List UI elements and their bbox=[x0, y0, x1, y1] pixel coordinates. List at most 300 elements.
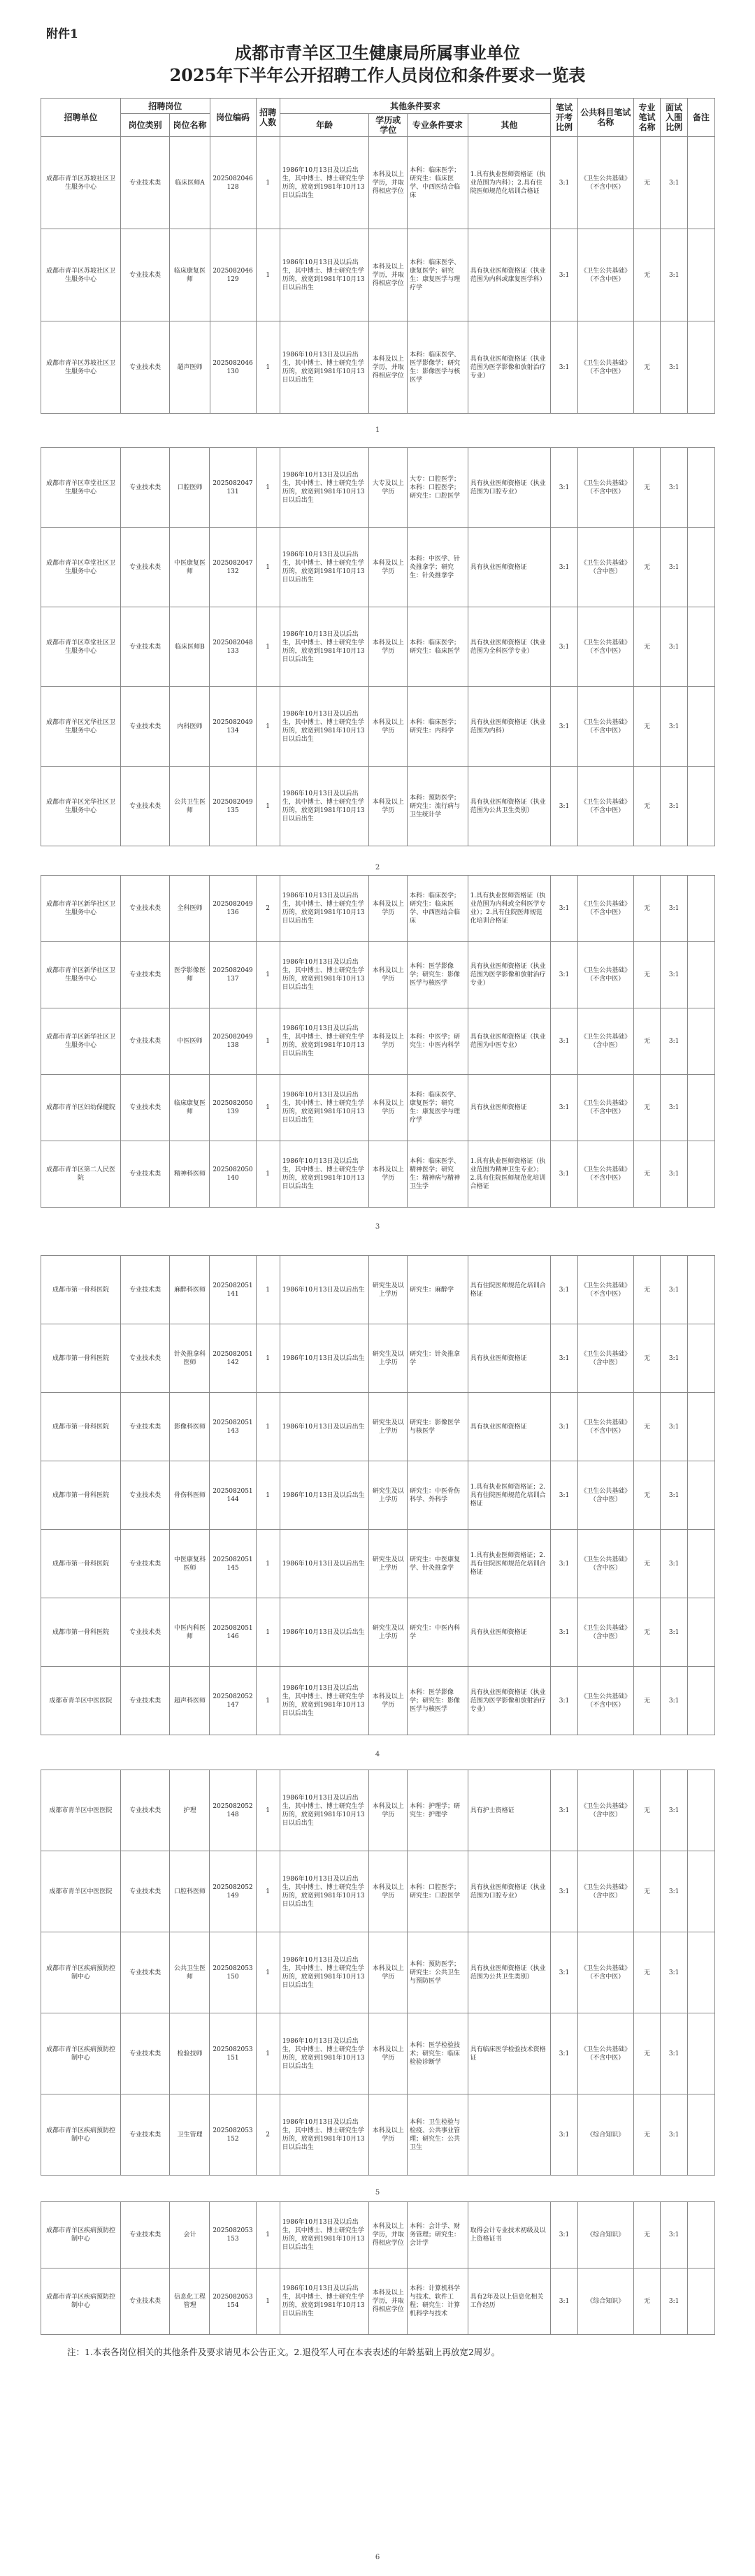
cell-pub: 《卫生公共基础》（含中医） bbox=[577, 1851, 633, 1932]
cell-major: 本科：会计学、财务管理；研究生：会计学 bbox=[408, 2202, 468, 2269]
cell-code: 2025082049 134 bbox=[210, 687, 256, 767]
cell-other: 具有执业医师资格证（执业范围为中医专业） bbox=[468, 1008, 551, 1075]
cell-major: 本科：临床医学；研究生：临床医学、中西医结合临床 bbox=[408, 137, 468, 229]
cell-unit: 成都市青羊区苏坡社区卫生服务中心 bbox=[41, 229, 121, 321]
cell-type: 专业技术类 bbox=[120, 1530, 170, 1598]
cell-age: 1986年10月13日及以后出生，其中博士、博士研究生学历的，放宽到1981年10月13日以后出生 bbox=[280, 528, 369, 607]
cell-ratio: 3:1 bbox=[551, 767, 578, 846]
cell-edu: 本科及以上学历 bbox=[369, 2013, 408, 2094]
page-number: 2 bbox=[375, 864, 380, 871]
cell-major: 本科：临床医学、医学影像学；研究生：影像医学与核医学 bbox=[408, 321, 468, 414]
cell-name: 麻醉科医师 bbox=[170, 1256, 210, 1324]
cell-iv: 3:1 bbox=[661, 1141, 688, 1208]
cell-code: 2025082052 149 bbox=[210, 1851, 256, 1932]
cell-edu: 本科及以上学历 bbox=[369, 687, 408, 767]
cell-edu: 本科及以上学历 bbox=[369, 607, 408, 687]
cell-pub: 《卫生公共基础》（含中医） bbox=[577, 1461, 633, 1530]
cell-iv: 3:1 bbox=[661, 1393, 688, 1461]
cell-count: 1 bbox=[256, 767, 280, 846]
cell-major: 本科：临床医学、精神医学；研究生：精神病与精神卫生学 bbox=[408, 1141, 468, 1208]
cell-pub: 《卫生公共基础》（含中医） bbox=[577, 1598, 633, 1667]
cell-count: 1 bbox=[256, 1851, 280, 1932]
cell-code: 2025082046 129 bbox=[210, 229, 256, 321]
cell-edu: 本科及以上学历 bbox=[369, 767, 408, 846]
recruitment-table bbox=[41, 1770, 715, 2176]
cell-iv: 3:1 bbox=[661, 687, 688, 767]
cell-type: 专业技术类 bbox=[120, 2269, 170, 2335]
cell-pro: 无 bbox=[633, 1770, 661, 1851]
cell-name: 会计 bbox=[170, 2202, 210, 2269]
cell-rm bbox=[688, 229, 715, 321]
cell-pub: 《卫生公共基础》（不含中医） bbox=[577, 1667, 633, 1735]
cell-age: 1986年10月13日及以后出生，其中博士、博士研究生学历的，放宽到1981年10月13日以后出生 bbox=[280, 1008, 369, 1075]
cell-count: 1 bbox=[256, 1075, 280, 1141]
cell-rm bbox=[688, 767, 715, 846]
cell-edu: 研究生及以上学历 bbox=[369, 1530, 408, 1598]
cell-iv: 3:1 bbox=[661, 607, 688, 687]
cell-unit: 成都市青羊区苏坡社区卫生服务中心 bbox=[41, 321, 121, 414]
cell-rm bbox=[688, 528, 715, 607]
cell-rm bbox=[688, 321, 715, 414]
cell-code: 2025082051 143 bbox=[210, 1393, 256, 1461]
cell-count: 1 bbox=[256, 607, 280, 687]
cell-major: 本科：临床医学；研究生：临床医学、中西医结合临床 bbox=[408, 876, 468, 942]
cell-rm bbox=[688, 1598, 715, 1667]
document-title-line2: 2025年下半年公开招聘工作人员岗位和条件要求一览表 bbox=[169, 65, 586, 85]
cell-type: 专业技术类 bbox=[120, 1141, 170, 1208]
cell-other: 具有住院医师规范化培训合格证 bbox=[468, 1256, 551, 1324]
table-header-cell: 笔试开考比例 bbox=[551, 99, 578, 137]
cell-name: 医学影像医师 bbox=[170, 942, 210, 1008]
cell-rm bbox=[688, 1324, 715, 1393]
cell-count: 1 bbox=[256, 321, 280, 414]
cell-code: 2025082051 141 bbox=[210, 1256, 256, 1324]
cell-pro: 无 bbox=[633, 1851, 661, 1932]
cell-pro: 无 bbox=[633, 2094, 661, 2176]
cell-edu: 本科及以上学历 bbox=[369, 1851, 408, 1932]
cell-iv: 3:1 bbox=[661, 767, 688, 846]
cell-rm bbox=[688, 1256, 715, 1324]
table-header-cell: 学历或学位 bbox=[369, 114, 408, 137]
cell-iv: 3:1 bbox=[661, 229, 688, 321]
cell-pub: 《卫生公共基础》（含中医） bbox=[577, 1008, 633, 1075]
cell-code: 2025082046 128 bbox=[210, 137, 256, 229]
cell-age: 1986年10月13日及以后出生，其中博士、博士研究生学历的，放宽到1981年10月13日以后出生 bbox=[280, 1141, 369, 1208]
cell-unit: 成都市青羊区疾病预防控制中心 bbox=[41, 1932, 121, 2013]
recruitment-table bbox=[41, 2201, 715, 2335]
cell-ratio: 3:1 bbox=[551, 1461, 578, 1530]
cell-edu: 本科及以上学历 bbox=[369, 1932, 408, 2013]
cell-count: 1 bbox=[256, 1932, 280, 2013]
cell-other: 具有执业医师资格证（执业范围为全科医学专业） bbox=[468, 607, 551, 687]
cell-name: 临床康复医师 bbox=[170, 1075, 210, 1141]
cell-edu: 本科及以上学历，并取得相应学位 bbox=[369, 137, 408, 229]
cell-ratio: 3:1 bbox=[551, 1667, 578, 1735]
cell-code: 2025082053 152 bbox=[210, 2094, 256, 2176]
cell-type: 专业技术类 bbox=[120, 137, 170, 229]
cell-unit: 成都市青羊区草堂社区卫生服务中心 bbox=[41, 528, 121, 607]
cell-ratio: 3:1 bbox=[551, 137, 578, 229]
cell-rm bbox=[688, 2202, 715, 2269]
cell-name: 超声医师 bbox=[170, 321, 210, 414]
cell-ratio: 3:1 bbox=[551, 2094, 578, 2176]
cell-unit: 成都市青羊区新华社区卫生服务中心 bbox=[41, 876, 121, 942]
cell-pub: 《卫生公共基础》（不含中医） bbox=[577, 607, 633, 687]
cell-code: 2025082051 144 bbox=[210, 1461, 256, 1530]
cell-age: 1986年10月13日及以后出生，其中博士、博士研究生学历的，放宽到1981年10月13日以后出生 bbox=[280, 2269, 369, 2335]
table-row bbox=[41, 2269, 715, 2335]
cell-name: 中医康复医师 bbox=[170, 528, 210, 607]
cell-pro: 无 bbox=[633, 1075, 661, 1141]
cell-age: 1986年10月13日及以后出生，其中博士、博士研究生学历的，放宽到1981年10月13日以后出生 bbox=[280, 942, 369, 1008]
cell-edu: 本科及以上学历，并取得相应学位 bbox=[369, 321, 408, 414]
cell-pro: 无 bbox=[633, 876, 661, 942]
cell-edu: 研究生及以上学历 bbox=[369, 1256, 408, 1324]
cell-other: 具有执业医师资格证 bbox=[468, 1393, 551, 1461]
cell-unit: 成都市第一骨科医院 bbox=[41, 1598, 121, 1667]
cell-edu: 大专及以上学历 bbox=[369, 448, 408, 528]
cell-count: 1 bbox=[256, 229, 280, 321]
cell-name: 骨伤科医师 bbox=[170, 1461, 210, 1530]
cell-pub: 《综合知识》 bbox=[577, 2202, 633, 2269]
cell-other: 具有执业医师资格证 bbox=[468, 1075, 551, 1141]
cell-type: 专业技术类 bbox=[120, 942, 170, 1008]
cell-name: 精神科医师 bbox=[170, 1141, 210, 1208]
cell-unit: 成都市青羊区光华社区卫生服务中心 bbox=[41, 687, 121, 767]
cell-name: 信息化工程管理 bbox=[170, 2269, 210, 2335]
cell-pro: 无 bbox=[633, 321, 661, 414]
cell-type: 专业技术类 bbox=[120, 2202, 170, 2269]
table-row bbox=[41, 137, 715, 229]
cell-edu: 研究生及以上学历 bbox=[369, 1598, 408, 1667]
cell-rm bbox=[688, 2269, 715, 2335]
cell-iv: 3:1 bbox=[661, 321, 688, 414]
cell-count: 1 bbox=[256, 1667, 280, 1735]
cell-pro: 无 bbox=[633, 137, 661, 229]
cell-major: 本科：医学影像学；研究生：影像医学与核医学 bbox=[408, 942, 468, 1008]
cell-count: 1 bbox=[256, 1324, 280, 1393]
cell-major: 本科：临床医学；研究生：临床医学 bbox=[408, 607, 468, 687]
cell-age: 1986年10月13日及以后出生，其中博士、博士研究生学历的，放宽到1981年10月13日以后出生 bbox=[280, 1851, 369, 1932]
table-row bbox=[41, 1530, 715, 1598]
cell-age: 1986年10月13日及以后出生，其中博士、博士研究生学历的，放宽到1981年10月13日以后出生 bbox=[280, 687, 369, 767]
cell-pub: 《卫生公共基础》（不含中医） bbox=[577, 687, 633, 767]
cell-pro: 无 bbox=[633, 607, 661, 687]
cell-pub: 《卫生公共基础》（不含中医） bbox=[577, 767, 633, 846]
cell-ratio: 3:1 bbox=[551, 1851, 578, 1932]
cell-iv: 3:1 bbox=[661, 1256, 688, 1324]
cell-other: 具有执业医师资格证（执业范围为医学影像和放射治疗专业） bbox=[468, 321, 551, 414]
table-header-cell: 岗位名称 bbox=[170, 114, 210, 137]
table-row bbox=[41, 1461, 715, 1530]
cell-iv: 3:1 bbox=[661, 1324, 688, 1393]
cell-name: 卫生管理 bbox=[170, 2094, 210, 2176]
cell-ratio: 3:1 bbox=[551, 1075, 578, 1141]
cell-unit: 成都市青羊区草堂社区卫生服务中心 bbox=[41, 607, 121, 687]
cell-ratio: 3:1 bbox=[551, 229, 578, 321]
table-row bbox=[41, 2202, 715, 2269]
cell-ratio: 3:1 bbox=[551, 321, 578, 414]
table-header-cell: 年龄 bbox=[280, 114, 369, 137]
cell-age: 1986年10月13日及以后出生，其中博士、博士研究生学历的，放宽到1981年10月13日以后出生 bbox=[280, 876, 369, 942]
cell-count: 1 bbox=[256, 1008, 280, 1075]
table-row bbox=[41, 1851, 715, 1932]
cell-major: 研究生：中医康复学、针灸推拿学 bbox=[408, 1530, 468, 1598]
cell-type: 专业技术类 bbox=[120, 2013, 170, 2094]
cell-unit: 成都市青羊区疾病预防控制中心 bbox=[41, 2202, 121, 2269]
cell-unit: 成都市青羊区中医医院 bbox=[41, 1770, 121, 1851]
cell-major: 本科：口腔医学；研究生：口腔医学 bbox=[408, 1851, 468, 1932]
cell-ratio: 3:1 bbox=[551, 528, 578, 607]
cell-rm bbox=[688, 1667, 715, 1735]
cell-type: 专业技术类 bbox=[120, 321, 170, 414]
footnote: 注：1.本表各岗位相关的其他条件及要求请见本公告正文。2.退役军人可在本表表述的年龄基础上再放宽2周岁。 bbox=[67, 2347, 501, 2357]
table-row bbox=[41, 687, 715, 767]
cell-name: 护理 bbox=[170, 1770, 210, 1851]
cell-type: 专业技术类 bbox=[120, 1770, 170, 1851]
cell-pro: 无 bbox=[633, 1141, 661, 1208]
cell-pro: 无 bbox=[633, 1667, 661, 1735]
cell-other: 具有执业医师资格证 bbox=[468, 1324, 551, 1393]
table-row bbox=[41, 1393, 715, 1461]
cell-major: 研究生：影像医学与核医学 bbox=[408, 1393, 468, 1461]
cell-count: 1 bbox=[256, 1393, 280, 1461]
cell-code: 2025082047 132 bbox=[210, 528, 256, 607]
cell-unit: 成都市青羊区疾病预防控制中心 bbox=[41, 2269, 121, 2335]
cell-type: 专业技术类 bbox=[120, 1075, 170, 1141]
cell-age: 1986年10月13日及以后出生，其中博士、博士研究生学历的，放宽到1981年10月13日以后出生 bbox=[280, 1770, 369, 1851]
cell-code: 2025082052 148 bbox=[210, 1770, 256, 1851]
cell-ratio: 3:1 bbox=[551, 1530, 578, 1598]
cell-other: 具有执业医师资格证（执业范围为医学影像和放射治疗专业） bbox=[468, 1667, 551, 1735]
table-header-cell: 岗位类别 bbox=[120, 114, 170, 137]
table-row bbox=[41, 876, 715, 942]
cell-rm bbox=[688, 942, 715, 1008]
cell-ratio: 3:1 bbox=[551, 1932, 578, 2013]
cell-iv: 3:1 bbox=[661, 1530, 688, 1598]
cell-count: 1 bbox=[256, 528, 280, 607]
cell-pub: 《卫生公共基础》（不含中医） bbox=[577, 137, 633, 229]
cell-other: 具有2年及以上信息化相关工作经历 bbox=[468, 2269, 551, 2335]
cell-code: 2025082049 135 bbox=[210, 767, 256, 846]
cell-name: 中医医师 bbox=[170, 1008, 210, 1075]
table-row bbox=[41, 1598, 715, 1667]
table-row bbox=[41, 321, 715, 414]
cell-iv: 3:1 bbox=[661, 1932, 688, 2013]
table-header-cell: 其他条件要求 bbox=[280, 99, 550, 114]
cell-code: 2025082053 150 bbox=[210, 1932, 256, 2013]
cell-iv: 3:1 bbox=[661, 1075, 688, 1141]
table-row bbox=[41, 1932, 715, 2013]
cell-name: 超声科医师 bbox=[170, 1667, 210, 1735]
cell-name: 全科医师 bbox=[170, 876, 210, 942]
cell-name: 临床康复医师 bbox=[170, 229, 210, 321]
cell-major: 本科：卫生检验与检疫、公共事业管理；研究生：公共卫生 bbox=[408, 2094, 468, 2176]
cell-rm bbox=[688, 1851, 715, 1932]
cell-pub: 《综合知识》 bbox=[577, 2094, 633, 2176]
cell-age: 1986年10月13日及以后出生，其中博士、博士研究生学历的，放宽到1981年10月13日以后出生 bbox=[280, 321, 369, 414]
cell-rm bbox=[688, 1461, 715, 1530]
cell-pro: 无 bbox=[633, 1932, 661, 2013]
cell-pub: 《卫生公共基础》（不含中医） bbox=[577, 1075, 633, 1141]
cell-iv: 3:1 bbox=[661, 448, 688, 528]
table-row bbox=[41, 1141, 715, 1208]
cell-iv: 3:1 bbox=[661, 137, 688, 229]
cell-rm bbox=[688, 137, 715, 229]
cell-count: 1 bbox=[256, 2269, 280, 2335]
table-row bbox=[41, 1075, 715, 1141]
cell-type: 专业技术类 bbox=[120, 1667, 170, 1735]
cell-other: 取得会计专业技术初级及以上资格证书 bbox=[468, 2202, 551, 2269]
cell-major: 本科：医学检验技术；研究生：临床检验诊断学 bbox=[408, 2013, 468, 2094]
cell-age: 1986年10月13日及以后出生，其中博士、博士研究生学历的，放宽到1981年10月13日以后出生 bbox=[280, 137, 369, 229]
cell-code: 2025082047 131 bbox=[210, 448, 256, 528]
recruitment-table bbox=[41, 447, 715, 846]
cell-rm bbox=[688, 1141, 715, 1208]
cell-major: 研究生：中医内科学 bbox=[408, 1598, 468, 1667]
cell-unit: 成都市第一骨科医院 bbox=[41, 1461, 121, 1530]
cell-unit: 成都市青羊区新华社区卫生服务中心 bbox=[41, 942, 121, 1008]
cell-pro: 无 bbox=[633, 687, 661, 767]
cell-edu: 研究生及以上学历 bbox=[369, 1324, 408, 1393]
table-header-cell: 招聘岗位 bbox=[120, 99, 210, 114]
cell-ratio: 3:1 bbox=[551, 1141, 578, 1208]
cell-pro: 无 bbox=[633, 1324, 661, 1393]
cell-unit: 成都市青羊区新华社区卫生服务中心 bbox=[41, 1008, 121, 1075]
table-row bbox=[41, 607, 715, 687]
cell-pro: 无 bbox=[633, 229, 661, 321]
cell-other: 1.具有执业医师资格证；2.具有住院医师规范化培训合格证 bbox=[468, 1461, 551, 1530]
cell-name: 公共卫生医师 bbox=[170, 767, 210, 846]
cell-rm bbox=[688, 876, 715, 942]
cell-major: 本科：医学影像学；研究生：影像医学与核医学 bbox=[408, 1667, 468, 1735]
attachment-label: 附件1 bbox=[46, 27, 78, 41]
cell-pub: 《卫生公共基础》（不含中医） bbox=[577, 1393, 633, 1461]
table-header-cell: 公共科目笔试名称 bbox=[577, 99, 633, 137]
cell-iv: 3:1 bbox=[661, 1851, 688, 1932]
cell-rm bbox=[688, 1075, 715, 1141]
cell-pub: 《卫生公共基础》（含中医） bbox=[577, 1324, 633, 1393]
cell-edu: 本科及以上学历 bbox=[369, 1141, 408, 1208]
cell-unit: 成都市第一骨科医院 bbox=[41, 1256, 121, 1324]
cell-iv: 3:1 bbox=[661, 2094, 688, 2176]
cell-age: 1986年10月13日及以后出生，其中博士、博士研究生学历的，放宽到1981年10月13日以后出生 bbox=[280, 2094, 369, 2176]
cell-age: 1986年10月13日及以后出生 bbox=[280, 1393, 369, 1461]
page-number: 5 bbox=[375, 2189, 380, 2197]
page-number: 6 bbox=[375, 2554, 380, 2561]
cell-pro: 无 bbox=[633, 1008, 661, 1075]
cell-unit: 成都市青羊区中医医院 bbox=[41, 1851, 121, 1932]
cell-type: 专业技术类 bbox=[120, 767, 170, 846]
cell-major: 本科：中医学、针灸推拿学；研究生：针灸推拿学 bbox=[408, 528, 468, 607]
cell-pro: 无 bbox=[633, 1530, 661, 1598]
cell-age: 1986年10月13日及以后出生 bbox=[280, 1324, 369, 1393]
cell-pub: 《卫生公共基础》（不含中医） bbox=[577, 1932, 633, 2013]
cell-other: 1.具有执业医师资格证（执业范围为内科）；2.具有住院医师规范化培训合格证 bbox=[468, 137, 551, 229]
cell-iv: 3:1 bbox=[661, 2013, 688, 2094]
cell-count: 1 bbox=[256, 448, 280, 528]
cell-edu: 研究生及以上学历 bbox=[369, 1393, 408, 1461]
cell-type: 专业技术类 bbox=[120, 229, 170, 321]
cell-code: 2025082049 136 bbox=[210, 876, 256, 942]
cell-pub: 《卫生公共基础》（含中医） bbox=[577, 1770, 633, 1851]
cell-age: 1986年10月13日及以后出生，其中博士、博士研究生学历的，放宽到1981年10月13日以后出生 bbox=[280, 1932, 369, 2013]
table-header-cell: 专业笔试名称 bbox=[633, 99, 661, 137]
cell-name: 口腔科医师 bbox=[170, 1851, 210, 1932]
table-row bbox=[41, 1008, 715, 1075]
cell-name: 检验技师 bbox=[170, 2013, 210, 2094]
cell-code: 2025082053 153 bbox=[210, 2202, 256, 2269]
table-header-cell: 其他 bbox=[468, 114, 551, 137]
cell-major: 本科：中医学；研究生：中医内科学 bbox=[408, 1008, 468, 1075]
cell-ratio: 3:1 bbox=[551, 1598, 578, 1667]
cell-pro: 无 bbox=[633, 2269, 661, 2335]
cell-other: 具有临床医学检验技术资格证 bbox=[468, 2013, 551, 2094]
cell-age: 1986年10月13日及以后出生，其中博士、博士研究生学历的，放宽到1981年10月13日以后出生 bbox=[280, 607, 369, 687]
cell-pro: 无 bbox=[633, 528, 661, 607]
cell-age: 1986年10月13日及以后出生，其中博士、博士研究生学历的，放宽到1981年10月13日以后出生 bbox=[280, 1667, 369, 1735]
cell-edu: 本科及以上学历 bbox=[369, 1075, 408, 1141]
table-row bbox=[41, 1256, 715, 1324]
cell-count: 1 bbox=[256, 1141, 280, 1208]
cell-major: 研究生：针灸推拿学 bbox=[408, 1324, 468, 1393]
cell-ratio: 3:1 bbox=[551, 2202, 578, 2269]
cell-age: 1986年10月13日及以后出生，其中博士、博士研究生学历的，放宽到1981年10月13日以后出生 bbox=[280, 448, 369, 528]
cell-type: 专业技术类 bbox=[120, 1932, 170, 2013]
cell-ratio: 3:1 bbox=[551, 607, 578, 687]
cell-iv: 3:1 bbox=[661, 1598, 688, 1667]
cell-pub: 《卫生公共基础》（不含中医） bbox=[577, 229, 633, 321]
cell-count: 1 bbox=[256, 1598, 280, 1667]
cell-other: 具有执业医师资格证（执业范围为公共卫生类别） bbox=[468, 1932, 551, 2013]
cell-code: 2025082049 137 bbox=[210, 942, 256, 1008]
cell-ratio: 3:1 bbox=[551, 1008, 578, 1075]
cell-age: 1986年10月13日及以后出生 bbox=[280, 1530, 369, 1598]
cell-pub: 《卫生公共基础》（不含中医） bbox=[577, 1256, 633, 1324]
cell-other: 具有执业医师资格证 bbox=[468, 528, 551, 607]
cell-type: 专业技术类 bbox=[120, 876, 170, 942]
table-row bbox=[41, 2013, 715, 2094]
cell-type: 专业技术类 bbox=[120, 1851, 170, 1932]
cell-pub: 《卫生公共基础》（含中医） bbox=[577, 1530, 633, 1598]
recruitment-table bbox=[41, 1255, 715, 1735]
cell-rm bbox=[688, 1008, 715, 1075]
cell-iv: 3:1 bbox=[661, 2269, 688, 2335]
cell-major: 本科：临床医学、康复医学；研究生：康复医学与理疗学 bbox=[408, 229, 468, 321]
table-row bbox=[41, 1667, 715, 1735]
cell-code: 2025082050 139 bbox=[210, 1075, 256, 1141]
cell-pub: 《卫生公共基础》（不含中医） bbox=[577, 876, 633, 942]
cell-type: 专业技术类 bbox=[120, 2094, 170, 2176]
cell-iv: 3:1 bbox=[661, 528, 688, 607]
cell-pro: 无 bbox=[633, 1393, 661, 1461]
cell-iv: 3:1 bbox=[661, 1667, 688, 1735]
page-number: 4 bbox=[375, 1751, 380, 1758]
cell-ratio: 3:1 bbox=[551, 448, 578, 528]
cell-pub: 《卫生公共基础》（不含中医） bbox=[577, 2013, 633, 2094]
table-header-cell: 备注 bbox=[688, 99, 715, 137]
cell-count: 1 bbox=[256, 942, 280, 1008]
cell-pro: 无 bbox=[633, 1461, 661, 1530]
cell-pub: 《综合知识》 bbox=[577, 2269, 633, 2335]
cell-count: 1 bbox=[256, 1770, 280, 1851]
cell-edu: 本科及以上学历 bbox=[369, 942, 408, 1008]
cell-name: 针灸推拿科医师 bbox=[170, 1324, 210, 1393]
table-header-cell: 专业条件要求 bbox=[408, 114, 468, 137]
cell-type: 专业技术类 bbox=[120, 1393, 170, 1461]
cell-code: 2025082051 142 bbox=[210, 1324, 256, 1393]
cell-ratio: 3:1 bbox=[551, 942, 578, 1008]
